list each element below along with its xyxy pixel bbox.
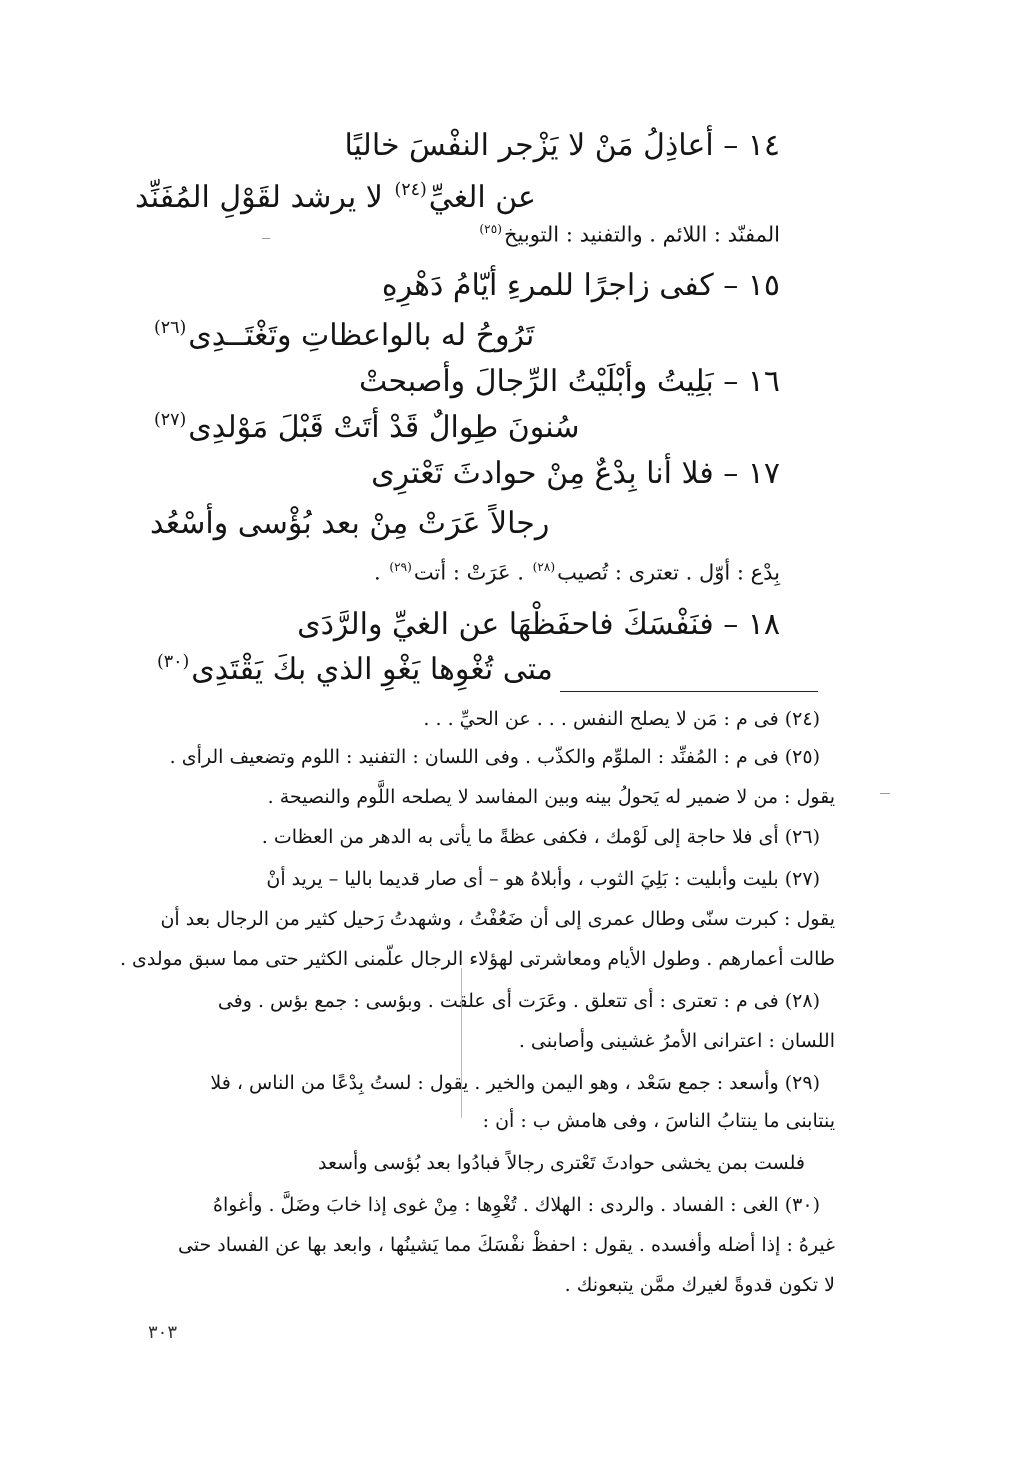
footnote-29: (٢٩) وأسعد : جمع سَعْد ، وهو اليمن والخير . يقول : لستُ بِدْعًا من الناس ، فلا xyxy=(210,1072,820,1094)
footnote-30: (٣٠) الغى : الفساد . والردى : الهلاك . تُغْوِها : مِنْ غوى إذا خابَ وضَلَّ . وأغواهُ xyxy=(212,1194,820,1216)
verse-17-line-1: ١٧ – فلا أنا بِدْعٌ مِنْ حوادثَ تَعْترِى xyxy=(371,456,780,491)
scan-speck xyxy=(880,793,890,794)
verse-18-line-2: متى تُغْوِها يَغْوِ الذي بكَ يَقْتَدِى$^{(٣٠)}$ xyxy=(157,652,553,688)
verse-16-line-2: سُنونَ طِوالٌ قَدْ أتَتْ قَبْلَ مَوْلدِى$^{(٢٧)}$ xyxy=(154,410,580,446)
verse-14-line-1: ١٤ – أعاذِلُ مَنْ لا يَزْجر النفْسَ خاليًا xyxy=(344,128,780,163)
footnote-26: (٢٦) أى فلا حاجة إلى لَوْمك ، فكفى عظةً ما يأتى به الدهر من العظات . xyxy=(261,826,820,848)
footnote-30-cont-1: غيرهُ : إذا أضله وأفسده . يقول : احفظْ نفْسَكَ مما يَشينُها ، وابعد بها عن الفساد حتى xyxy=(177,1234,835,1256)
footnote-27-cont-1: يقول : كبرت سنّى وطال عمرى إلى أن ضَعُفْتُ ، وشهدتُ رَحيل كثير من الرجال بعد أن xyxy=(160,908,835,930)
verse-15-line-1: ١٥ – كفى زاجرًا للمرءِ أيّامُ دَهْرِهِ xyxy=(381,268,780,303)
footnote-27-cont-2: طالت أعمارهم . وطول الأيام ومعاشرتى لهؤلاء الرجال علّمنى الكثير حتى مما سبق مولدى . xyxy=(119,948,835,970)
verse-17-line-2: رجالاً عَرَتْ مِنْ بعد بُؤْسى وأسْعُد xyxy=(150,506,550,541)
footnote-30-cont-2: لا تكون قدوةً لغيرك ممَّن يتبعونك . xyxy=(564,1274,835,1296)
footnote-ref-28: (٢٨) xyxy=(532,560,556,574)
gloss-bid: بِدْع : أوّل . تعترى : تُصيب$^{(٢٨)}$ . عَرَتْ : أتت$^{(٢٩)}$ . xyxy=(373,560,780,585)
scan-speck xyxy=(262,238,270,239)
verse-14-line-2: عن الغيِّ$^{(٢٤)}$ لا يرشد لقَوْلِ المُفَنِّد xyxy=(135,180,536,216)
verse-18-line-1: ١٨ – فنَفْسَكَ فاحفَظْهَا عن الغيِّ والرَّدَى xyxy=(297,607,780,642)
footnote-ref-24: (٢٤) xyxy=(394,180,427,200)
footnote-separator xyxy=(560,691,818,692)
footnote-ref-26: (٢٦) xyxy=(154,318,187,338)
footnote-28-cont: اللسان : اعترانى الأمرُ غشينى وأصابنى . xyxy=(518,1030,835,1052)
footnote-24: (٢٤) فى م : مَن لا يصلح النفس . . . عن الحيِّ . . . xyxy=(423,708,820,730)
verse-16-line-1: ١٦ – بَلِيتُ وأبْلَيْتُ الرِّجالَ وأصبحتْ xyxy=(358,364,780,399)
footnote-ref-29: (٢٩) xyxy=(389,560,412,574)
footnote-ref-25: (٢٥) xyxy=(479,222,502,236)
footnote-29-quoted-verse: فلست بمن يخشى حوادثَ تَعْترى رجالاً فبادُوا بعد بُؤسى وأسعد xyxy=(317,1152,805,1174)
scan-fold-line xyxy=(461,968,462,1118)
footnote-25: (٢٥) فى م : المُفنِّد : الملوِّم والكذّب . وفى اللسان : التفنيد : اللوم وتضعيف الرأى . xyxy=(169,746,820,768)
footnote-25-cont: يقول : من لا ضمير له يَحولُ بينه وبين المفاسد لا يصلحه اللَّوم والنصيحة . xyxy=(267,786,835,808)
page-number: ٣٠٣ xyxy=(148,1322,178,1343)
footnote-28: (٢٨) فى م : تعترى : أى تتعلق . وعَرَت أى علقت . وبؤسى : جمع بؤس . وفى xyxy=(217,990,820,1012)
verse-15-line-2: تَرُوحُ له بالواعظاتِ وتَغْتَــدِى$^{(٢٦)}$ xyxy=(154,318,535,354)
footnote-ref-27: (٢٧) xyxy=(154,410,187,430)
footnote-ref-30: (٣٠) xyxy=(157,652,190,672)
gloss-mufannid: المفنّد : اللائم . والتفنيد : التوبيخ$^{(٢٥)}$ xyxy=(479,222,780,247)
footnote-27: (٢٧) بليت وأبليت : بَلِيَ الثوب ، وأبلاهُ هو – أى صار قديما باليا – يريد أنْ xyxy=(266,868,820,890)
footnote-29-cont: ينتابنى ما ينتابُ الناسَ ، وفى هامش ب : أن : xyxy=(482,1110,835,1132)
